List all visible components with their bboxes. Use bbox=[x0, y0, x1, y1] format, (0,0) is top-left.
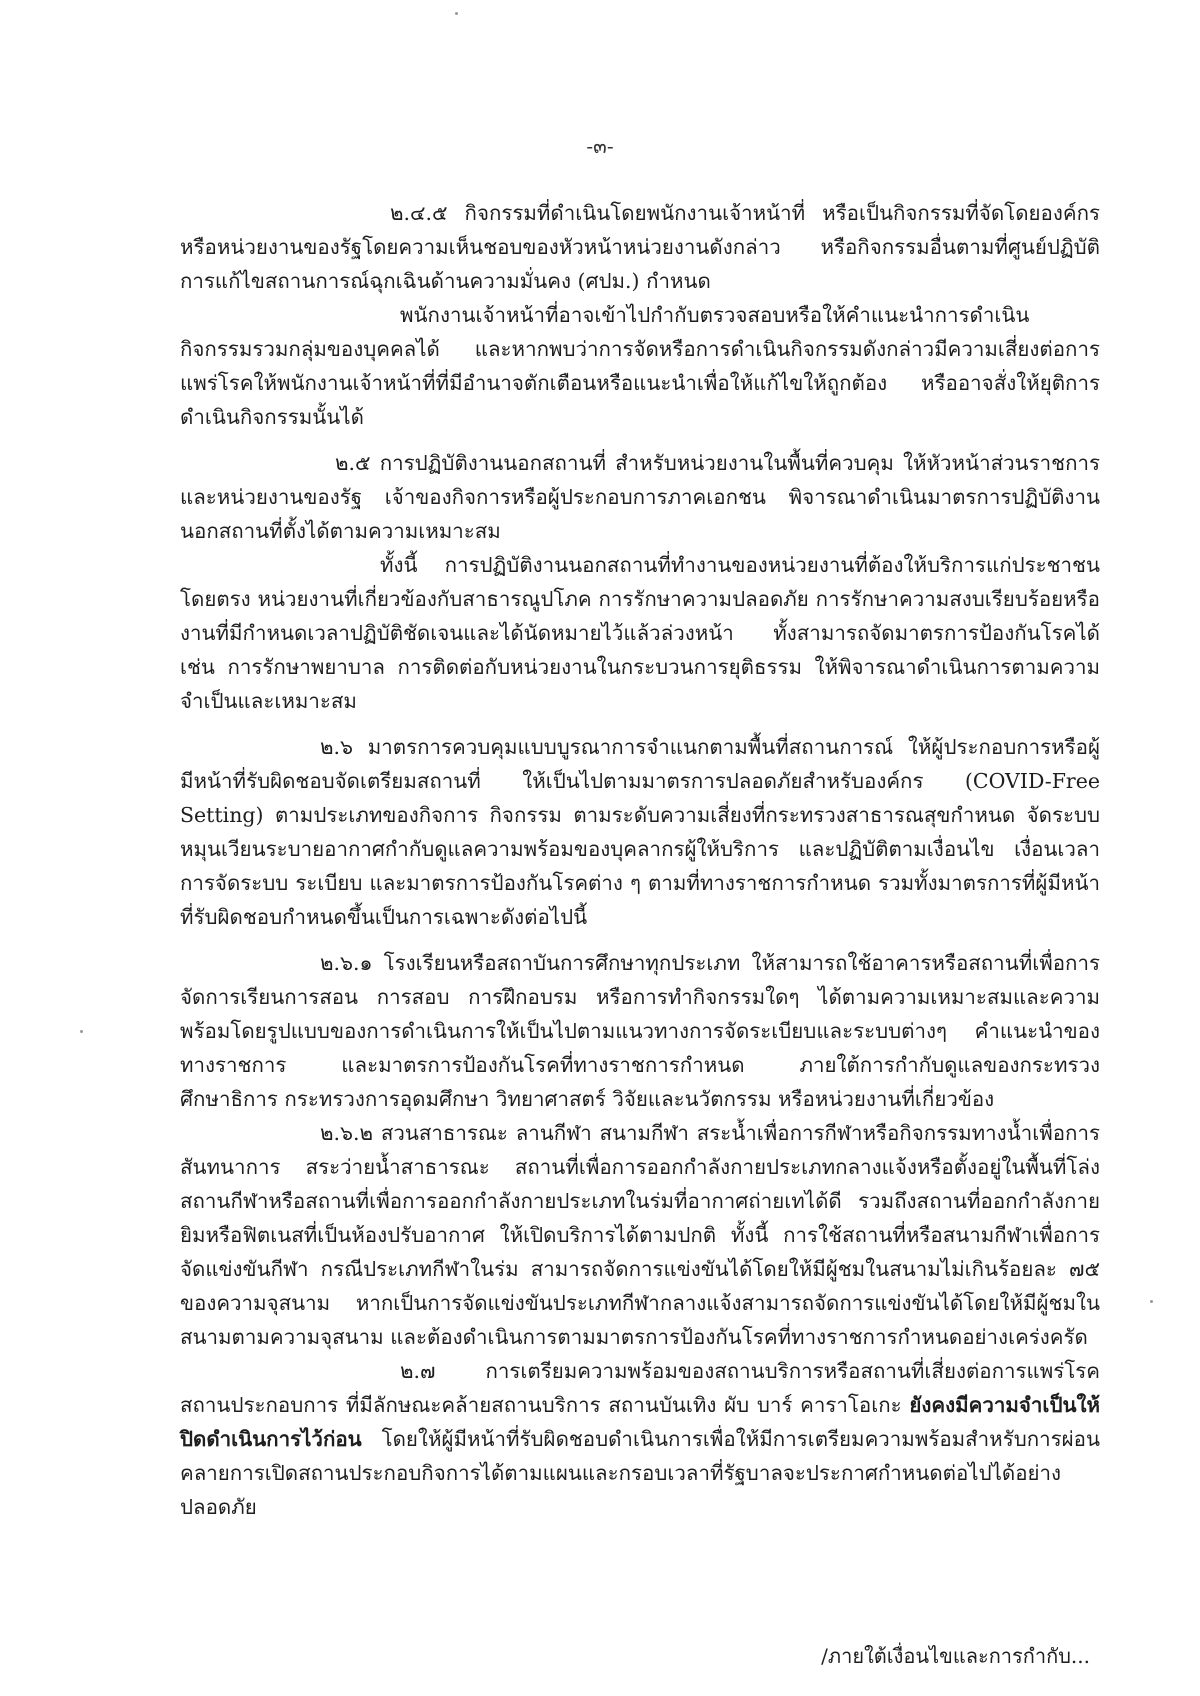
paragraph: พนักงานเจ้าหน้าที่อาจเข้าไปกำกับตรวจสอบหรือให้คำแนะนำการดำเนินกิจกรรมรวมกลุ่มของบุคคลได้ และหากพบว่าการจัดหรือการดำเนินกิจกรรมดังกล่าวมีความเสี่ยงต่อการแพร่โรคให้พนักงานเจ้าหน้าที่ที่มีอำนาจตักเตือนหรือแนะนำเพื่อให้แก้ไขให้ถูกต้อง หรืออาจสั่งให้ยุติการดำเนินกิจกรรมนั้นได้ bbox=[180, 303, 1100, 429]
paragraph: ๒.๔.๕ กิจกรรมที่ดำเนินโดยพนักงานเจ้าหน้าที่ หรือเป็นกิจกรรมที่จัดโดยองค์กรหรือหน่วยงานของรัฐโดยความเห็นชอบของหัวหน้าหน่วยงานดังกล่าว หรือกิจกรรมอื่นตามที่ศูนย์ปฏิบัติการแก้ไขสถานการณ์ฉุกเฉินด้านความมั่นคง (ศปม.) กำหนด bbox=[180, 201, 1100, 293]
scan-speck bbox=[80, 1030, 83, 1033]
paragraph: ๒.๖.๒ สวนสาธารณะ ลานกีฬา สนามกีฬา สระน้ำเพื่อการกีฬาหรือกิจกรรมทางน้ำเพื่อการสันทนาการ สระว่ายน้ำสาธารณะ สถานที่เพื่อการออกกำลังกายประเภทกลางแจ้งหรือตั้งอยู่ในพื้นที่โล่ง สถานกีฬาหรือสถานที่เพื่อการออกกำลังกายประเภทในร่มที่อากาศถ่ายเทได้ดี รวมถึงสถานที่ออกกำลังกาย ยิมหรือฟิตเนสที่เป็นห้องปรับอากาศ ให้เปิดบริการได้ตามปกติ ทั้งนี้ การใช้สถานที่หรือสนามกีฬาเพื่อการจัดแข่งขันกีฬา กรณีประเภทกีฬาในร่ม สามารถจัดการแข่งขันได้โดยให้มีผู้ชมในสนามไม่เกินร้อยละ ๗๕ ของความจุสนาม หากเป็นการจัดแข่งขันประเภทกีฬากลางแจ้งสามารถจัดการแข่งขันได้โดยให้มีผู้ชมในสนามตามความจุสนาม และต้องดำเนินการตามมาตรการป้องกันโรคที่ทางราชการกำหนดอย่างเคร่งครัด bbox=[180, 1121, 1100, 1349]
scan-speck bbox=[1150, 1300, 1153, 1303]
scan-speck bbox=[455, 12, 458, 15]
paragraph: ๒.๖.๑ โรงเรียนหรือสถาบันการศึกษาทุกประเภท ให้สามารถใช้อาคารหรือสถานที่เพื่อการจัดการเรียนการสอน การสอบ การฝึกอบรม หรือการทำกิจกรรมใดๆ ได้ตามความเหมาะสมและความพร้อมโดยรูปแบบของการดำเนินการให้เป็นไปตามแนวทางการจัดระเบียบและระบบต่างๆ คำแนะนำของทางราชการ และมาตรการป้องกันโรคที่ทางราชการกำหนด ภายใต้การกำกับดูแลของกระทรวงศึกษาธิการ กระทรวงการอุดมศึกษา วิทยาศาสตร์ วิจัยและนวัตกรรม หรือหน่วยงานที่เกี่ยวข้อง bbox=[180, 951, 1100, 1111]
paragraph-2-7-text: ๒.๗ การเตรียมความพร้อมของสถานบริการหรือสถานที่เสี่ยงต่อการแพร่โรคสถานประกอบการ ที่มีลักษณะคล้ายสถานบริการ สถานบันเทิง ผับ บาร์ คาราโอเกะ bbox=[180, 1359, 1100, 1417]
page-number: -๓- bbox=[586, 134, 614, 158]
paragraph: ๒.๕ การปฏิบัติงานนอกสถานที่ สำหรับหน่วยงานในพื้นที่ควบคุม ให้หัวหน้าส่วนราชการและหน่วยงานของรัฐ เจ้าของกิจการหรือผู้ประกอบการภาคเอกชน พิจารณาดำเนินมาตรการปฏิบัติงานนอกสถานที่ตั้งได้ตามความเหมาะสม bbox=[180, 451, 1100, 543]
paragraph: ทั้งนี้ การปฏิบัติงานนอกสถานที่ทำงานของหน่วยงานที่ต้องให้บริการแก่ประชาชนโดยตรง หน่วยงานที่เกี่ยวข้องกับสาธารณูปโภค การรักษาความปลอดภัย การรักษาความสงบเรียบร้อยหรืองานที่มีกำหนดเวลาปฏิบัติชัดเจนและได้นัดหมายไว้แล้วล่วงหน้า ทั้งสามารถจัดมาตรการป้องกันโรคได้ เช่น การรักษาพยาบาล การติดต่อกับหน่วยงานในกระบวนการยุติธรรม ให้พิจารณาดำเนินการตามความจำเป็นและเหมาะสม bbox=[180, 553, 1100, 713]
paragraph-2-7 bbox=[180, 1354, 1100, 1524]
paragraph-list bbox=[180, 196, 1100, 1354]
continuation-note: /ภายใต้เงื่อนไขและการกำกับ... bbox=[821, 1644, 1090, 1668]
paragraph-2-7-text-end: โดยให้ผู้มีหน้าที่รับผิดชอบดำเนินการเพื่อให้มีการเตรียมความพร้อมสำหรับการผ่อนคลายการเปิดสถานประกอบกิจการได้ตามแผนและกรอบเวลาที่รัฐบาลจะประกาศกำหนดต่อไปได้อย่างปลอดภัย bbox=[180, 1427, 1100, 1519]
paragraph: ๒.๖ มาตรการควบคุมแบบบูรณาการจำแนกตามพื้นที่สถานการณ์ ให้ผู้ประกอบการหรือผู้มีหน้าที่รับผิดชอบจัดเตรียมสถานที่ ให้เป็นไปตามมาตรการปลอดภัยสำหรับองค์กร (COVID-Free Setting) ตามประเภทของกิจการ กิจกรรม ตามระดับความเสี่ยงที่กระทรวงสาธารณสุขกำหนด จัดระบบหมุนเวียนระบายอากาศกำกับดูแลความพร้อมของบุคลากรผู้ให้บริการ และปฏิบัติตามเงื่อนไข เงื่อนเวลา การจัดระบบ ระเบียบ และมาตรการป้องกันโรคต่าง ๆ ตามที่ทางราชการกำหนด รวมทั้งมาตรการที่ผู้มีหน้าที่รับผิดชอบกำหนดขึ้นเป็นการเฉพาะดังต่อไปนี้ bbox=[180, 735, 1100, 929]
document-body bbox=[180, 196, 1100, 1524]
paragraph-2-7-bold: ยังคงมีความจำเป็นให้ปิดดำเนินการไว้ก่อน bbox=[180, 1393, 1100, 1451]
